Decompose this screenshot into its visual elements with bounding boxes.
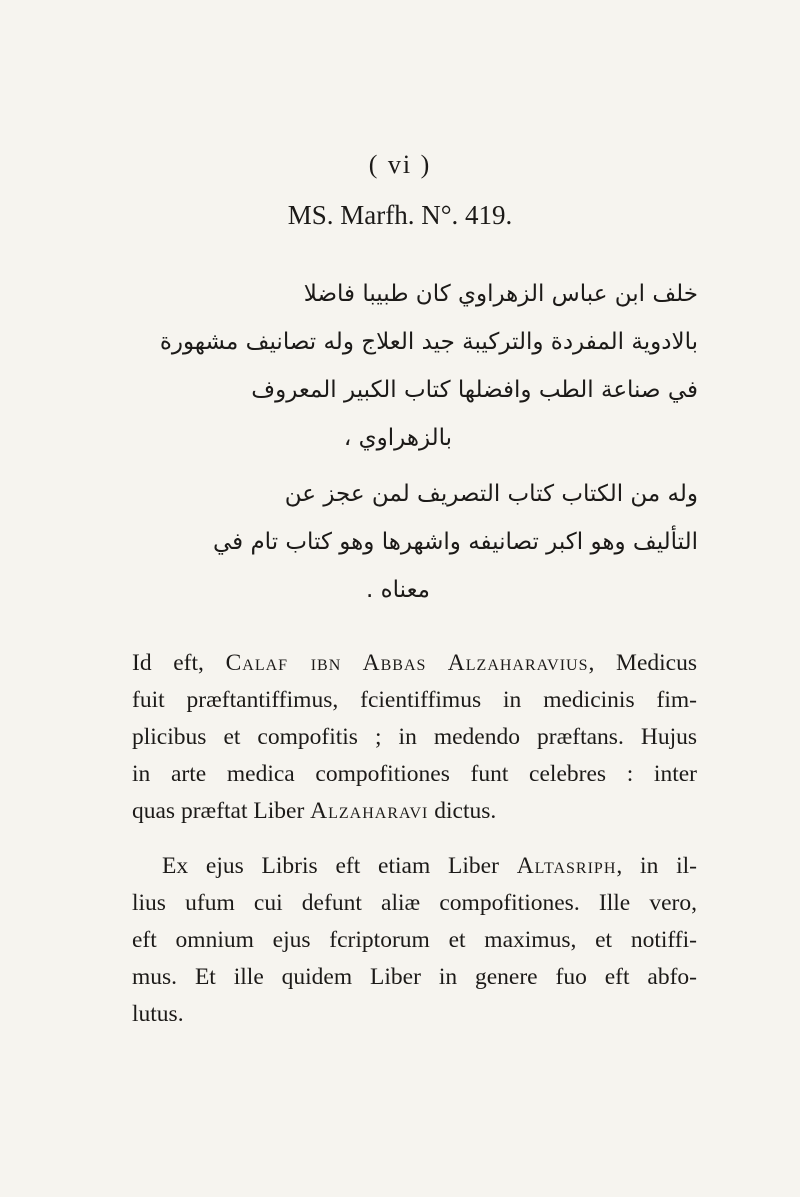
arabic-line: بالزهراوي ، (343, 425, 453, 451)
latin-line: lutus. (132, 1001, 184, 1027)
latin-line: mus. Et ille quidem Liber in genere fuo eft abfo- (132, 964, 697, 990)
latin-line: fuit præftantiffimus, fcientiffimus in medicinis fim- (132, 687, 697, 713)
arabic-line: وله من الكتاب كتاب التصريف لمن عجز عن (284, 481, 698, 507)
latin-line: Ex ejus Libris eft etiam Liber Altasriph, in il- (162, 853, 698, 879)
latin-line: in arte medica compofitiones funt celebres : inter (132, 761, 697, 787)
arabic-line: في صناعة الطب وافضلها كتاب الكبير المعروف (251, 377, 698, 403)
book-title: Altasriph (516, 853, 617, 879)
book-title: Alzaharavi (310, 798, 429, 824)
latin-line: Id eft, Calaf ibn Abbas Alzaharavius, Medicus (132, 650, 697, 676)
latin-paragraph-1 (132, 645, 697, 830)
arabic-paragraph-2 (98, 470, 698, 614)
latin-paragraph-2 (132, 848, 697, 1033)
latin-line: eft omnium ejus fcriptorum et maximus, et notiffi- (132, 927, 697, 953)
page-number: ( vi ) (368, 150, 432, 179)
manuscript-heading: MS. Marfh. N°. 419. (287, 200, 513, 230)
arabic-paragraph-1 (98, 270, 698, 462)
author-name: Calaf ibn Abbas Alzaharavius (225, 650, 589, 676)
arabic-line: التأليف وهو اكبر تصانيفه واشهرها وهو كتاب تام في (212, 529, 698, 555)
arabic-line: بالادوية المفردة والتركيبة جيد العلاج وله تصانيف مشهورة (159, 329, 698, 355)
latin-line: lius ufum cui defunt aliæ compofitiones. Ille vero, (132, 890, 697, 916)
latin-line: quas præftat Liber Alzaharavi dictus. (132, 798, 497, 824)
arabic-line: خلف ابن عباس الزهراوي كان طبيبا فاضلا (303, 281, 698, 307)
latin-line: plicibus et compofitis ; in medendo præftans. Hujus (132, 724, 697, 750)
arabic-line: معناه . (365, 577, 431, 603)
